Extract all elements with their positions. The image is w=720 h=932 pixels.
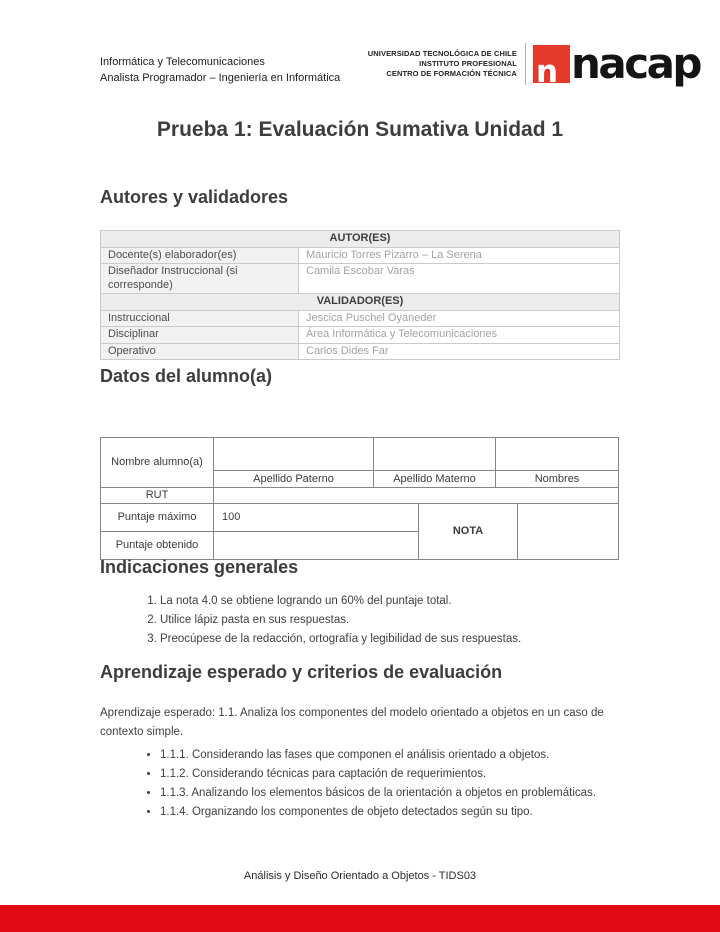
rut-label-cell: RUT bbox=[101, 488, 214, 504]
institution-brand bbox=[367, 39, 700, 88]
validator-role-cell: Operativo bbox=[101, 343, 299, 360]
criteria-item: • 1.1.3. Analizando los elementos básicos de la orientación a objetos en problemáticas. bbox=[160, 786, 620, 800]
paternal-surname-header-cell: Apellido Paterno bbox=[214, 471, 374, 488]
institution-names bbox=[368, 49, 517, 79]
inacap-logo-square-icon bbox=[533, 45, 570, 83]
grade-input-cell bbox=[518, 504, 619, 560]
author-group-header-cell: AUTOR(ES) bbox=[101, 231, 620, 248]
grade-label-cell: NOTA bbox=[419, 504, 518, 560]
max-score-label-cell: Puntaje máximo bbox=[101, 504, 214, 532]
student-data-table bbox=[100, 437, 619, 560]
table-row bbox=[101, 504, 619, 532]
table-row bbox=[101, 343, 620, 360]
authors-section-heading: Autores y validadores bbox=[100, 187, 289, 207]
table-row bbox=[101, 247, 620, 264]
table-row bbox=[101, 327, 620, 344]
author-role-cell: Docente(s) elaborador(es) bbox=[101, 247, 299, 264]
validator-name-cell: Jescica Puschel Oyaneder bbox=[299, 310, 620, 327]
instruction-item: 2. Utilice lápiz pasta en sus respuestas. bbox=[160, 613, 620, 627]
student-section-heading: Datos del alumno(a) bbox=[100, 366, 273, 386]
general-instructions-list bbox=[100, 594, 620, 651]
validator-name-cell: Área Informática y Telecomunicaciones bbox=[299, 327, 620, 344]
authors-validators-table bbox=[100, 230, 620, 360]
table-row bbox=[101, 488, 619, 504]
table-row bbox=[101, 438, 619, 471]
table-row bbox=[101, 231, 620, 248]
criteria-item: • 1.1.2. Considerando técnicas para captación de requerimientos. bbox=[160, 767, 620, 781]
validator-role-cell: Instruccional bbox=[101, 310, 299, 327]
obtained-score-label-cell: Puntaje obtenido bbox=[101, 532, 214, 560]
validator-role-cell: Disciplinar bbox=[101, 327, 299, 344]
brand-divider bbox=[525, 43, 526, 85]
instructions-section-heading: Indicaciones generales bbox=[100, 557, 299, 577]
footer-red-bar bbox=[0, 905, 720, 932]
author-role-cell: Diseñador Instruccional (si corresponde) bbox=[101, 264, 299, 294]
instruction-item: 1. La nota 4.0 se obtiene logrando un 60% del puntaje total. bbox=[160, 594, 620, 608]
page-header bbox=[100, 39, 700, 88]
inacap-logo bbox=[533, 39, 700, 88]
instruction-item: 3. Preocúpese de la redacción, ortografía y legibilidad de sus respuestas. bbox=[160, 632, 620, 646]
criteria-item: • 1.1.4. Organizando los componentes de objeto detectados según su tipo. bbox=[160, 805, 620, 819]
given-names-header-cell: Nombres bbox=[496, 471, 619, 488]
table-row bbox=[101, 310, 620, 327]
document-title: Prueba 1: Evaluación Sumativa Unidad 1 bbox=[156, 118, 564, 141]
institution-line-2: INSTITUTO PROFESIONAL bbox=[419, 59, 517, 68]
learning-section-heading: Aprendizaje esperado y criterios de evaluación bbox=[100, 662, 503, 682]
obtained-score-input-cell bbox=[214, 532, 419, 560]
institution-line-3: CENTRO DE FORMACIÓN TÉCNICA bbox=[386, 69, 517, 78]
author-name-cell: Camila Escobar Varas bbox=[299, 264, 620, 294]
program-area-line: Informática y Telecomunicaciones bbox=[100, 56, 265, 68]
given-names-input-cell bbox=[496, 438, 619, 471]
rut-input-cell bbox=[214, 488, 619, 504]
maternal-surname-header-cell: Apellido Materno bbox=[374, 471, 496, 488]
criteria-item: • 1.1.1. Considerando las fases que componen el análisis orientado a objetos. bbox=[160, 748, 620, 762]
author-name-cell: Mauricio Torres Pizarro – La Serena bbox=[299, 247, 620, 264]
institution-line-1: UNIVERSIDAD TECNOLÓGICA DE CHILE bbox=[367, 49, 517, 58]
table-row bbox=[101, 264, 620, 294]
validator-name-cell: Carlos Dides Far bbox=[299, 343, 620, 360]
maternal-surname-input-cell bbox=[374, 438, 496, 471]
footer-course-label: Análisis y Diseño Orientado a Objetos - TIDS03 bbox=[243, 870, 477, 882]
paternal-surname-input-cell bbox=[214, 438, 374, 471]
validator-group-header-cell: VALIDADOR(ES) bbox=[101, 294, 620, 311]
inacap-logo-wordmark: nacap bbox=[570, 39, 700, 88]
expected-learning-paragraph: Aprendizaje esperado: 1.1. Analiza los componentes del modelo orientado a objetos en un caso de contexto simple. bbox=[100, 707, 604, 738]
inacap-logo-letter: n bbox=[535, 54, 559, 83]
program-info bbox=[100, 54, 340, 86]
student-name-label-cell: Nombre alumno(a) bbox=[101, 438, 214, 488]
table-row bbox=[101, 294, 620, 311]
program-career-line: Analista Programador – Ingeniería en Informática bbox=[100, 72, 341, 84]
evaluation-criteria-list bbox=[100, 748, 620, 824]
max-score-value-cell: 100 bbox=[214, 504, 419, 532]
